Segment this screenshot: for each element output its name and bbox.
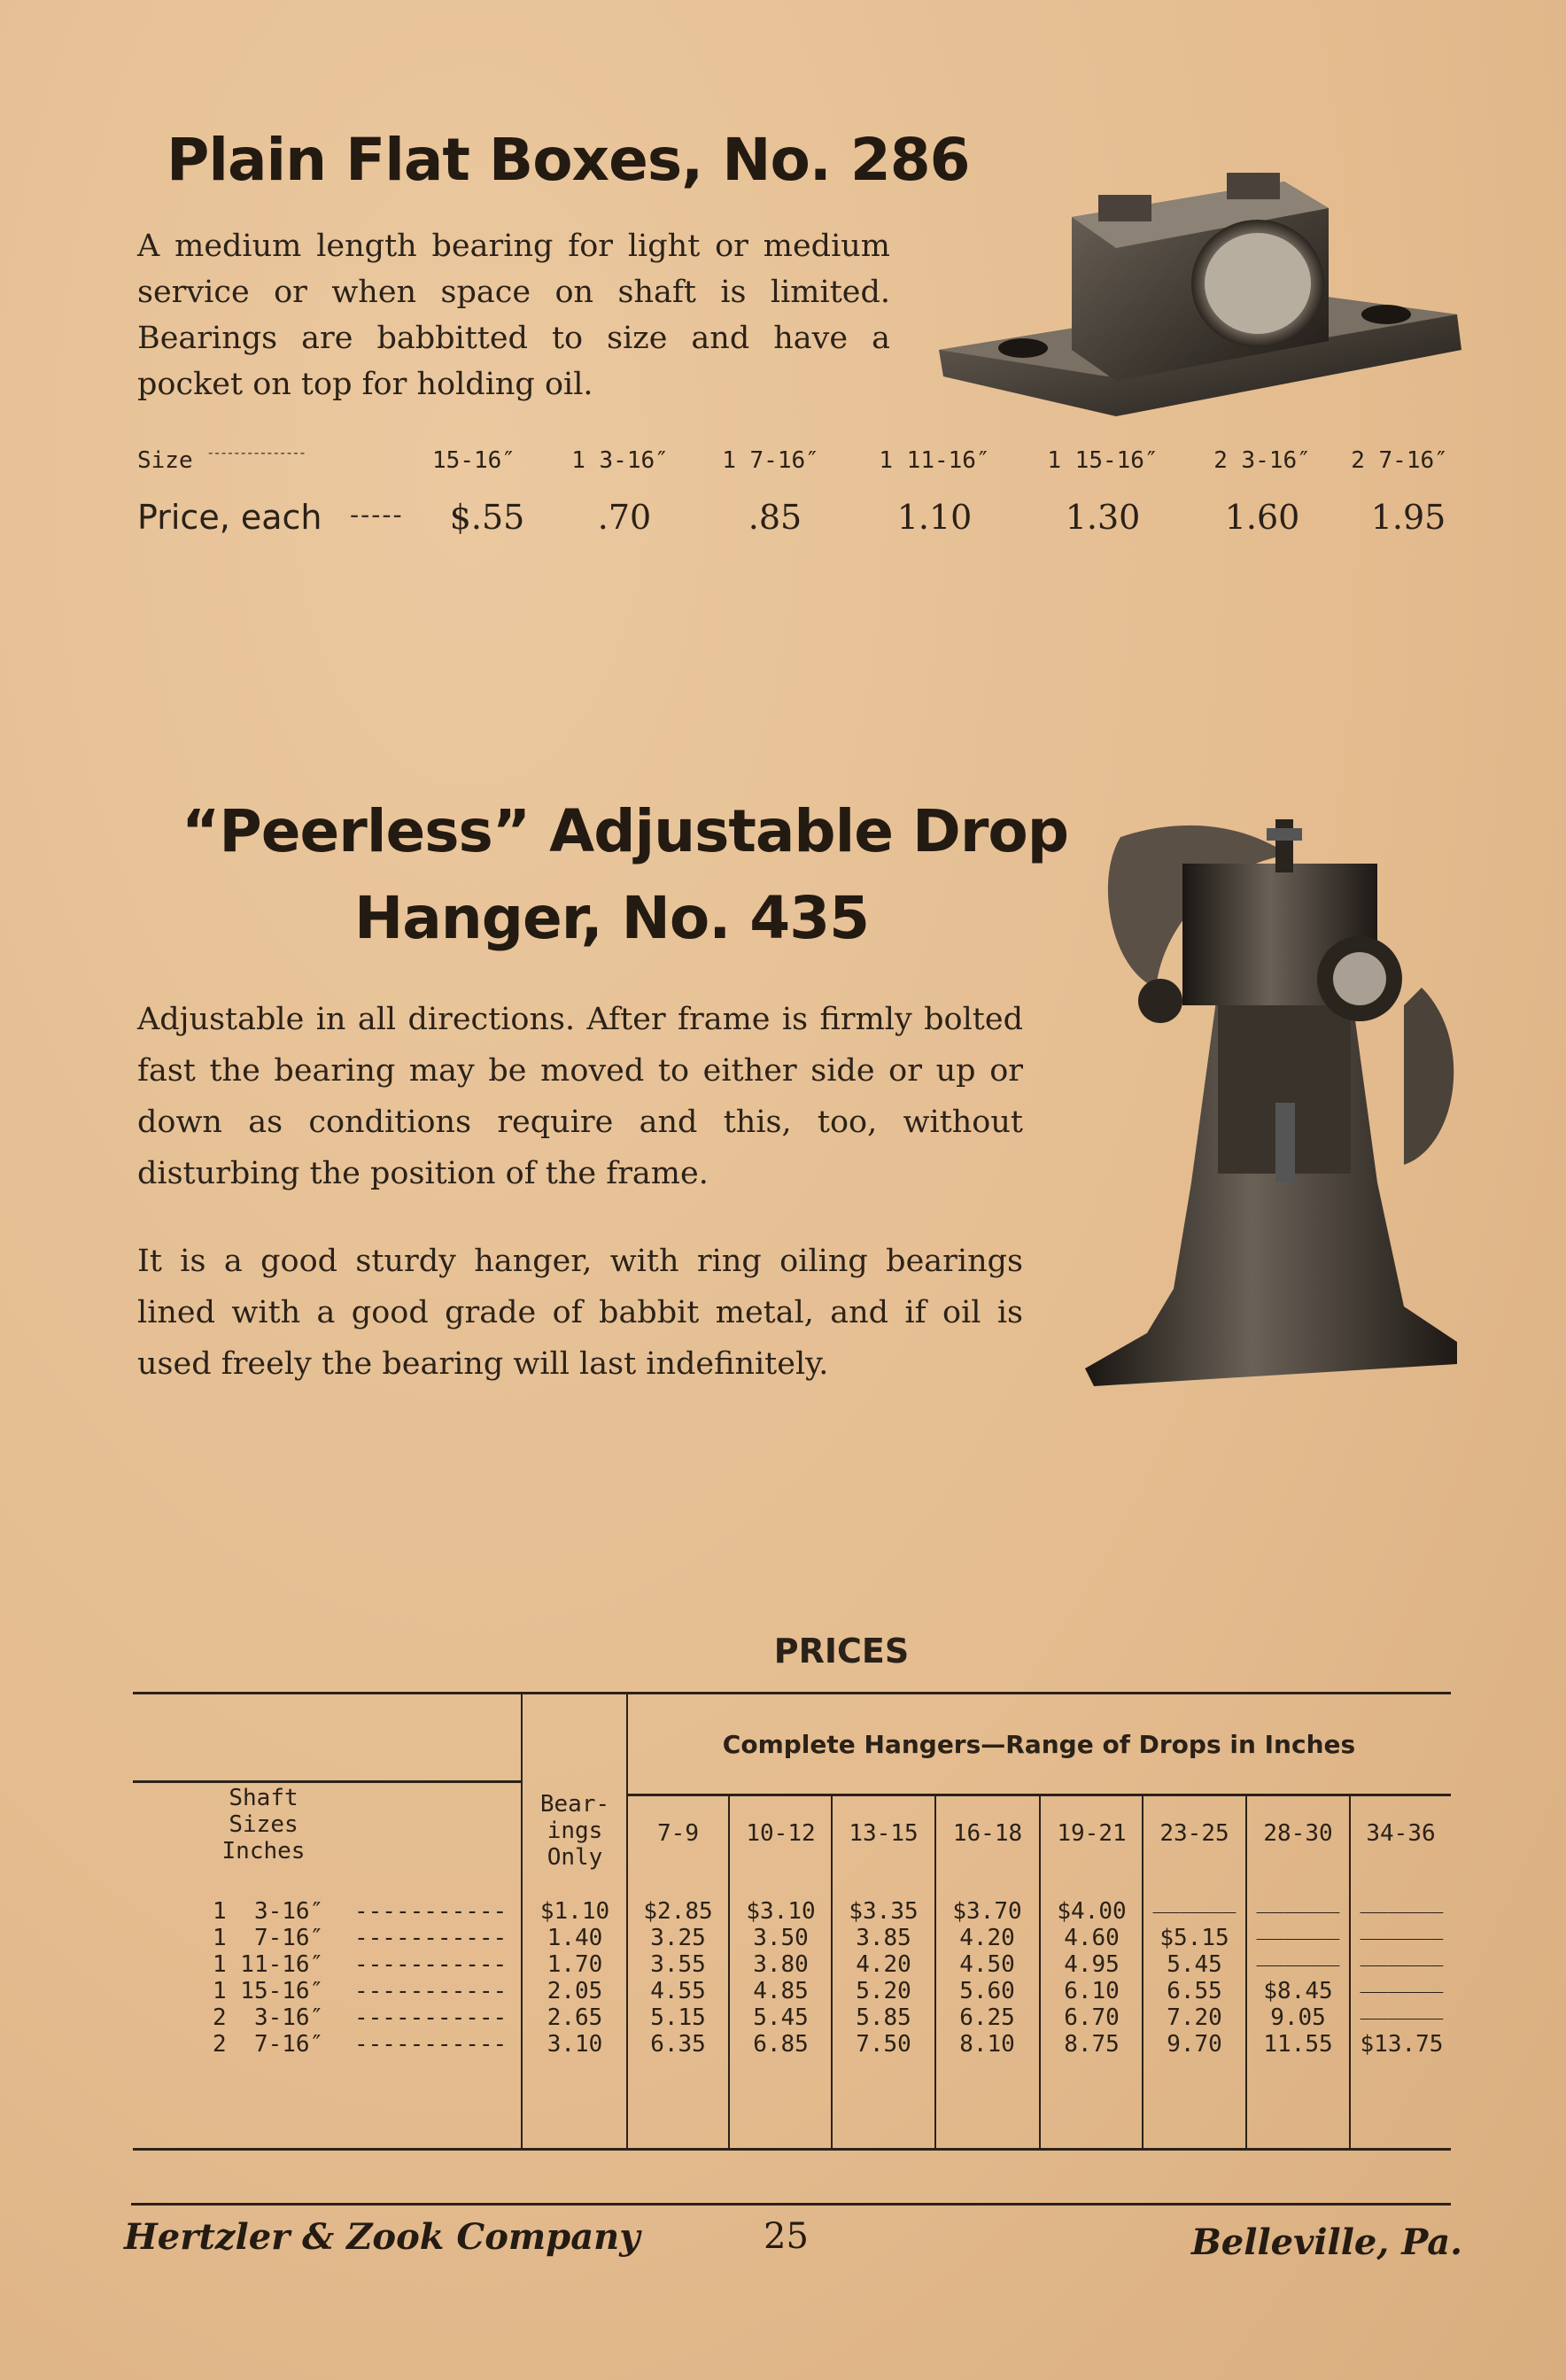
table-header-rule-left bbox=[133, 1780, 523, 1783]
price-cell: .85 bbox=[748, 498, 802, 537]
size-cell: 2 3-16″ bbox=[1213, 447, 1311, 474]
bearings-header-line: Bear- bbox=[539, 1791, 610, 1818]
prices-title: PRICES bbox=[773, 1632, 910, 1671]
empty-price-dash: ______ bbox=[1256, 1888, 1340, 1914]
shaft-leader-dashes: ----------- bbox=[354, 2031, 508, 2058]
empty-price-dash: ______ bbox=[1360, 1888, 1444, 1914]
hanger-price-cell: 9.70 bbox=[1167, 2031, 1222, 2058]
shaft-header-line: Inches bbox=[221, 1838, 306, 1864]
hanger-price-cell: 7.50 bbox=[856, 2031, 911, 2058]
hanger-price-cell: 5.45 bbox=[753, 2004, 809, 2031]
drop-column-header: 34-36 bbox=[1366, 1820, 1436, 1847]
peerless-hanger-paragraph-1: Adjustable in all directions. After frame is firmly bolted fast the bearing may be moved to either side or up or down as conditions require and this, too, without disturbing the position of the frame. bbox=[137, 1002, 1023, 1191]
table-bottom-rule bbox=[133, 2148, 1451, 2151]
shaft-size-cell: 1 7-16″ bbox=[213, 1925, 324, 1951]
size-cell: 1 15-16″ bbox=[1047, 447, 1159, 474]
price-cell: 1.60 bbox=[1224, 498, 1300, 537]
bearings-price-cell: 3.10 bbox=[547, 2031, 603, 2058]
hanger-price-cell: 5.60 bbox=[959, 1978, 1015, 2004]
size-cell: 1 11-16″ bbox=[879, 447, 990, 474]
hanger-price-cell: 5.85 bbox=[856, 2004, 911, 2031]
size-cell: 2 7-16″ bbox=[1351, 447, 1448, 474]
bearings-price-cell: 2.65 bbox=[547, 2004, 603, 2031]
empty-price-dash: ______ bbox=[1152, 1888, 1237, 1914]
hanger-price-cell: 6.85 bbox=[753, 2031, 809, 2058]
drop-column-header: 28-30 bbox=[1263, 1820, 1333, 1847]
hanger-price-cell: $4.00 bbox=[1057, 1898, 1127, 1925]
shaft-leader-dashes: ----------- bbox=[354, 1925, 508, 1951]
shaft-leader-dashes: ----------- bbox=[354, 1951, 508, 1978]
size-leader-dots: --------------- bbox=[208, 444, 307, 461]
plain-flat-boxes-description: A medium length bearing for light or medium service or when space on shaft is limited. Bearings are babbitted to size and have a pocket on top for holding oil. bbox=[137, 229, 890, 402]
price-cell: 1.95 bbox=[1370, 498, 1446, 537]
price-cell: .70 bbox=[597, 498, 652, 537]
drop-column-header: 10-12 bbox=[746, 1820, 816, 1847]
empty-price-dash: ______ bbox=[1256, 1914, 1340, 1941]
size-cell: 1 7-16″ bbox=[722, 447, 819, 474]
bearings-price-cell: 1.40 bbox=[547, 1925, 603, 1951]
hanger-price-cell: 6.25 bbox=[959, 2004, 1015, 2031]
bearings-header-line: Only bbox=[547, 1844, 603, 1871]
hanger-price-cell: $2.85 bbox=[643, 1898, 713, 1925]
peerless-hanger-title-line2: Hanger, No. 435 bbox=[354, 884, 870, 952]
shaft-leader-dashes: ----------- bbox=[354, 1898, 508, 1925]
shaft-leader-dashes: ----------- bbox=[354, 2004, 508, 2031]
drop-column-header: 23-25 bbox=[1159, 1820, 1229, 1847]
hanger-price-cell: 4.85 bbox=[753, 1978, 809, 2004]
hanger-price-cell: $8.45 bbox=[1263, 1978, 1333, 2004]
drop-column-header: 7-9 bbox=[657, 1820, 699, 1847]
hanger-price-cell: 9.05 bbox=[1270, 2004, 1326, 2031]
price-cell: $.55 bbox=[449, 498, 525, 537]
hanger-price-cell: 4.95 bbox=[1064, 1951, 1120, 1978]
peerless-hanger-paragraph-2: It is a good sturdy hanger, with ring oiling bearings lined with a good grade of babbit metal, and if oil is used freely the bearing will last indefinitely. bbox=[137, 1244, 1023, 1382]
size-cell: 15-16″ bbox=[432, 447, 516, 474]
hanger-price-cell: 8.75 bbox=[1064, 2031, 1120, 2058]
shaft-leader-dashes: ----------- bbox=[354, 1978, 508, 2004]
hanger-price-cell: 8.10 bbox=[959, 2031, 1015, 2058]
footer-company: Hertzler & Zook Company bbox=[124, 2216, 640, 2258]
hanger-price-cell: 3.50 bbox=[753, 1925, 809, 1951]
price-label: Price, each bbox=[137, 498, 322, 537]
bearings-only-header bbox=[523, 1791, 627, 1871]
empty-price-dash: ______ bbox=[1360, 1967, 1444, 1994]
shaft-size-cell: 2 7-16″ bbox=[213, 2031, 324, 2058]
empty-price-dash: ______ bbox=[1360, 1994, 1444, 2020]
price-row bbox=[137, 498, 1466, 542]
bearings-price-cell: $1.10 bbox=[539, 1898, 610, 1925]
price-cell: 1.10 bbox=[896, 498, 973, 537]
hanger-price-cell: 4.55 bbox=[650, 1978, 706, 2004]
size-row bbox=[137, 444, 1466, 492]
complete-hangers-header: Complete Hangers—Range of Drops in Inches bbox=[722, 1730, 1356, 1759]
hanger-price-cell: $3.35 bbox=[849, 1898, 919, 1925]
size-cell: 1 3-16″ bbox=[571, 447, 669, 474]
table-col-rule bbox=[1245, 1794, 1247, 2149]
drop-column-header: 13-15 bbox=[849, 1820, 919, 1847]
hanger-price-cell: 6.55 bbox=[1167, 1978, 1222, 2004]
hanger-price-cell: $3.10 bbox=[746, 1898, 816, 1925]
plain-flat-box-illustration bbox=[939, 164, 1470, 421]
hanger-price-cell: 3.85 bbox=[856, 1925, 911, 1951]
footer-rule bbox=[131, 2203, 1451, 2206]
footer-location: Belleville, Pa. bbox=[1191, 2221, 1463, 2263]
bearings-price-cell: 2.05 bbox=[547, 1978, 603, 2004]
hanger-price-cell: $5.15 bbox=[1159, 1925, 1229, 1951]
hanger-price-cell: 3.55 bbox=[650, 1951, 706, 1978]
price-cell: 1.30 bbox=[1065, 498, 1141, 537]
hanger-price-cell: 6.35 bbox=[650, 2031, 706, 2058]
hanger-price-cell: 5.45 bbox=[1167, 1951, 1222, 1978]
size-label: Size bbox=[137, 447, 193, 474]
hanger-price-cell: 11.55 bbox=[1263, 2031, 1333, 2058]
shaft-header-line: Shaft bbox=[229, 1785, 298, 1811]
hanger-price-cell: 6.70 bbox=[1064, 2004, 1120, 2031]
shaft-size-cell: 1 15-16″ bbox=[213, 1978, 324, 2004]
hanger-price-cell: 4.60 bbox=[1064, 1925, 1120, 1951]
table-top-rule bbox=[133, 1692, 1451, 1694]
hanger-price-cell: 4.20 bbox=[856, 1951, 911, 1978]
hanger-price-cell: 5.15 bbox=[650, 2004, 706, 2031]
hanger-price-cell: $3.70 bbox=[952, 1898, 1022, 1925]
price-leader-dots: ----- bbox=[350, 500, 404, 531]
bearings-price-cell: 1.70 bbox=[547, 1951, 603, 1978]
plain-flat-boxes-title: Plain Flat Boxes, No. 286 bbox=[167, 126, 970, 194]
shaft-size-cell: 1 3-16″ bbox=[213, 1898, 324, 1925]
peerless-hanger-title-line1: “Peerless” Adjustable Drop bbox=[182, 797, 1068, 865]
bearings-header-line: ings bbox=[547, 1818, 603, 1844]
empty-price-dash: ______ bbox=[1256, 1941, 1340, 1967]
hanger-price-cell: 6.10 bbox=[1064, 1978, 1120, 2004]
shaft-size-cell: 2 3-16″ bbox=[213, 2004, 324, 2031]
empty-price-dash: ______ bbox=[1360, 1914, 1444, 1941]
shaft-sizes-header bbox=[168, 1785, 359, 1864]
hanger-price-cell: 3.25 bbox=[650, 1925, 706, 1951]
hanger-price-cell: $13.75 bbox=[1360, 2031, 1444, 2058]
shaft-header-line: Sizes bbox=[229, 1811, 298, 1838]
empty-price-dash: ______ bbox=[1360, 1941, 1444, 1967]
hanger-price-cell: 3.80 bbox=[753, 1951, 809, 1978]
hanger-price-cell: 4.50 bbox=[959, 1951, 1015, 1978]
shaft-size-cell: 1 11-16″ bbox=[213, 1951, 324, 1978]
drop-column-header: 19-21 bbox=[1057, 1820, 1127, 1847]
drop-hanger-illustration bbox=[1085, 810, 1466, 1395]
footer-page-number: 25 bbox=[764, 2216, 809, 2257]
drop-column-header: 16-18 bbox=[952, 1820, 1023, 1847]
hanger-price-cell: 5.20 bbox=[856, 1978, 911, 2004]
hanger-price-cell: 7.20 bbox=[1167, 2004, 1222, 2031]
hanger-price-cell: 4.20 bbox=[959, 1925, 1015, 1951]
